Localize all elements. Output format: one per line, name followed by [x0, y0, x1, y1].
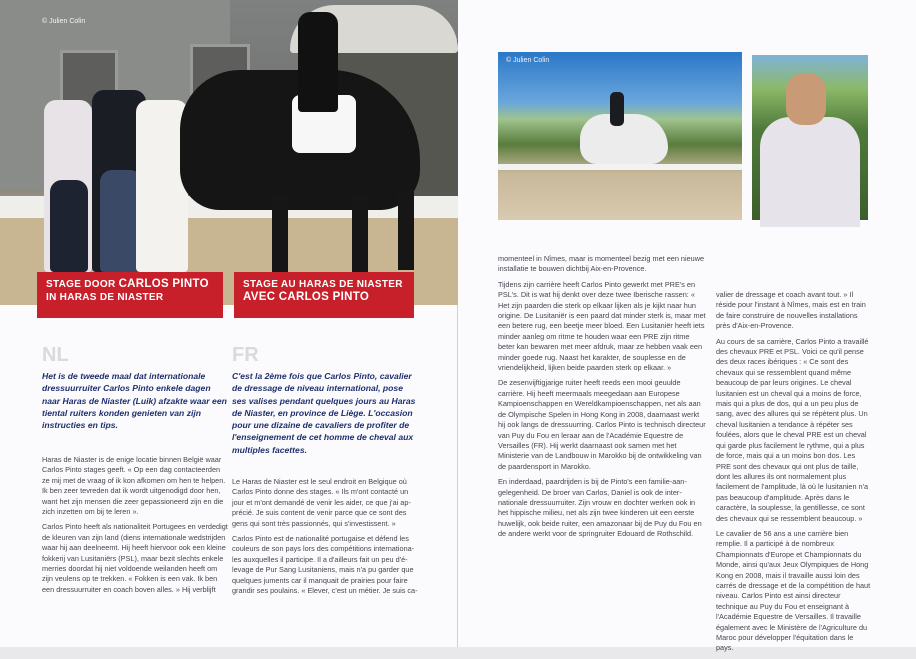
nl-paragraph-1: Haras de Niaster is de enige locatie binnen België waar Carlos Pinto stages geeft. « Op een dag contacteerden ze mij met de vraag of ik kon afkomen om hen te helpen. Ik ben zeer tevreden dat ik wordt uitgenodigd door hen, want het zijn mensen die zeer gepassioneerd zijn en die zich inzetten om bij te leren ».: [42, 455, 226, 517]
left-page: [0, 0, 458, 647]
nl-body: [42, 455, 228, 600]
dressage-photo: [498, 52, 742, 220]
nl-cont-paragraph-1: momenteel in Nîmes, maar is momenteel bezig met een nieuwe installatie te bouwen dichtbij Aix-en-Provence.: [498, 254, 705, 274]
banner-fr-line1: STAGE AU HARAS DE NIASTER: [243, 279, 403, 290]
nl-paragraph-2: Carlos Pinto heeft als nationaliteit Portugees en verdedigt de kleuren van zijn land (diens internationale wedstrijden waar hij aan deelneemt. Hij heeft hiervoor ook een kleine fokkerij van Lusitaniërs (PSL), maar bezit slechts enkele merries doordat hij niet voldoende weilanden heeft om zijn veulens op te trekken. « Fokken is een vak. Ik ben een dressuurruiter en coach boven alles. » Hij verblijft: [42, 522, 228, 594]
nl-cont-paragraph-4: En inderdaad, paardrijden is bij de Pinto's een familie-aangelegenheid. De broer van Carlos, Daniel is ook de internationale dressuurruiter. Zijn vrouw en dochter werken ook in het hippische milieu, net als zijn twee kinderen uit een eerste huwelijk, ook beide ruiter, een amazonaar bij de Puy du Fou en de andere werkt voor de springruiter Edouard de Rothschild.: [498, 477, 702, 539]
fr-lead: C'est la 2ème fois que Carlos Pinto, cavalier de dressage de niveau international, pose ses valises pendant quelques jours au Haras de Niaster, en province de Liège. L'occasion pour une dizaine de cavaliers de profiter de l'enseignement de cet homme de cheval aux multiples facettes.: [232, 371, 416, 455]
hero-photo: [0, 0, 458, 305]
photo-credit: © Julien Colin: [506, 57, 550, 64]
fr-continued-body: [716, 290, 872, 659]
fr-paragraph-2: Carlos Pinto est de nationalité portugaise et défend les couleurs de son pays lors des compétitions internationales auxquelles il participe. Il a d'ailleurs fait un peu d'élevage de Pur Sang Lusitaniens, mais n'a pu garder que quelques juments car il manquait de prairies pour faire grandir ses poulains. « Elever, c'est un métier. Je suis ca-: [232, 534, 418, 596]
banner-nl: [37, 272, 223, 318]
horse-leg: [352, 195, 368, 275]
nl-language-tag: NL: [42, 344, 69, 366]
photo-credit: © Julien Colin: [42, 18, 86, 25]
banner-nl-line2: IN HARAS DE NIASTER: [46, 292, 164, 303]
banner-fr: [234, 272, 414, 318]
rider: [610, 92, 624, 126]
nl-lead: Het is de tweede maal dat internationale dressuurruiter Carlos Pinto enkele dagen naar Haras de Niaster (Luik) afzakte waar een tiental ruiters konden genieten van zijn instructies en tips.: [42, 371, 227, 431]
portrait-photo: [752, 55, 868, 220]
rider: [298, 12, 338, 112]
fr-cont-paragraph-3: Le cavalier de 56 ans a une carrière bien remplie. Il a participé à de nombreux Championnats d'Europe et Championnats du Monde, ainsi qu'aux Jeux Olympiques de Hong Kong en 2008, mais il travaille aussi loin des carrés de dressage et de la compétition de haut niveau. Carlos Pinto est ainsi directeur technique au Puy du Fou et enseignant à l'Académie Equestre de Versailles. Il travaille également avec le Ministère de l'Agriculture du Maroc pour développer l'équitation dans le pays.: [716, 528, 871, 653]
portrait-shirt: [760, 117, 860, 227]
arena-fence: [498, 164, 742, 170]
fr-cont-paragraph-2: Au cours de sa carrière, Carlos Pinto a travaillé des chevaux PRE et PSL. Voici ce qu'il pense des deux races ibériques : « Ce sont des chevaux qui se ressemblent quand même beaucoup de par leurs origines. Le cheval lusitanien est un cheval qui a moins de force, mais qui a plus de dos, qui a un peu plus de sang, avec des allures qui se répètent plus. Un cheval lusitanien a tendance à répéter ses foulées, alors que le cheval PRE est un cheval qui garde plus facilement le rythme, qui a plus de force, mais qui a un moins bon dos. Les PRE sont des chevaux qui ont plus de taille, dont les allures ils ont normalement plus facilement de l'amplitude, là où le lusitanien n'a pas beaucoup d'amplitude. Après dans le caractère, la souplesse, la gentillesse, ce sont des chevaux qui se ressemblent beaucoup. »: [716, 336, 869, 523]
nl-cont-paragraph-3: De zesenvijftigjarige ruiter heeft reeds een mooi geuulde carrière. Hij heeft meermaals meegedaan aan Europese Kampioenschappen en Wereldkampioenschappen, net als aan de Olympische Spelen in Hong Kong in 2008, daarnaast werkt hij ook langs de dressuurring. Carlos Pinto is technisch directeur van Puy du Fou en leraar aan de l'Académie Equestre de Versailles (FR). Hij werkt daarnaast ook samen met het Ministerie van de Landbouw in Marokko bij de ontwikkeling van de paardensport in Marokko.: [498, 378, 706, 471]
nl-cont-paragraph-2: Tijdens zijn carrière heeft Carlos Pinto gewerkt met PRE's en PSL's. Dit is wat hij denkt over deze twee Iberische rassen: « Het zijn paarden die sterk op elkaar lijken als je kijkt naar hun origine. De Lusitaniër is een paard dat minder sterk is, maar met een betere rug, een beetje meer bloed. Een Lusitaniër heeft iets minder aanleg om ritme te houden waar een PRE zijn ritme beter kan bewaren met meer afdruk, maar ze hebben vaak een minder goede rug. Naast het karakter, de souplesse en de vriendelijkheid, lijken beide paarden sterk op elkaar. »: [498, 279, 706, 373]
portrait-face: [786, 73, 826, 125]
fr-body: [232, 477, 418, 601]
fr-paragraph-1: Le Haras de Niaster est le seul endroit en Belgique où Carlos Pinto donne des stages. « Ils m'ont contacté un jour et m'ont demandé de venir les aider, ce que j'ai apprécié. Je suis content de venir parce que ce sont des gens qui sont très passionnés, qui s'investissent. »: [232, 477, 411, 528]
grey-horse: [580, 114, 668, 164]
banner-fr-line2: AVEC CARLOS PINTO: [243, 291, 370, 303]
banner-nl-prefix: STAGE DOOR: [46, 279, 116, 290]
fr-cont-paragraph-1: valier de dressage et coach avant tout. » Il réside pour l'instant à Nîmes, mais est en train de faire construire de nouvelles installations près d'Aix-en-Provence.: [716, 290, 866, 331]
person-1-legs: [50, 180, 88, 272]
horse-leg: [398, 190, 414, 270]
fr-language-tag: FR: [232, 344, 259, 366]
banner-nl-name: CARLOS PINTO: [118, 278, 209, 290]
nl-continued-body: [498, 254, 706, 545]
horse-leg: [272, 195, 288, 275]
